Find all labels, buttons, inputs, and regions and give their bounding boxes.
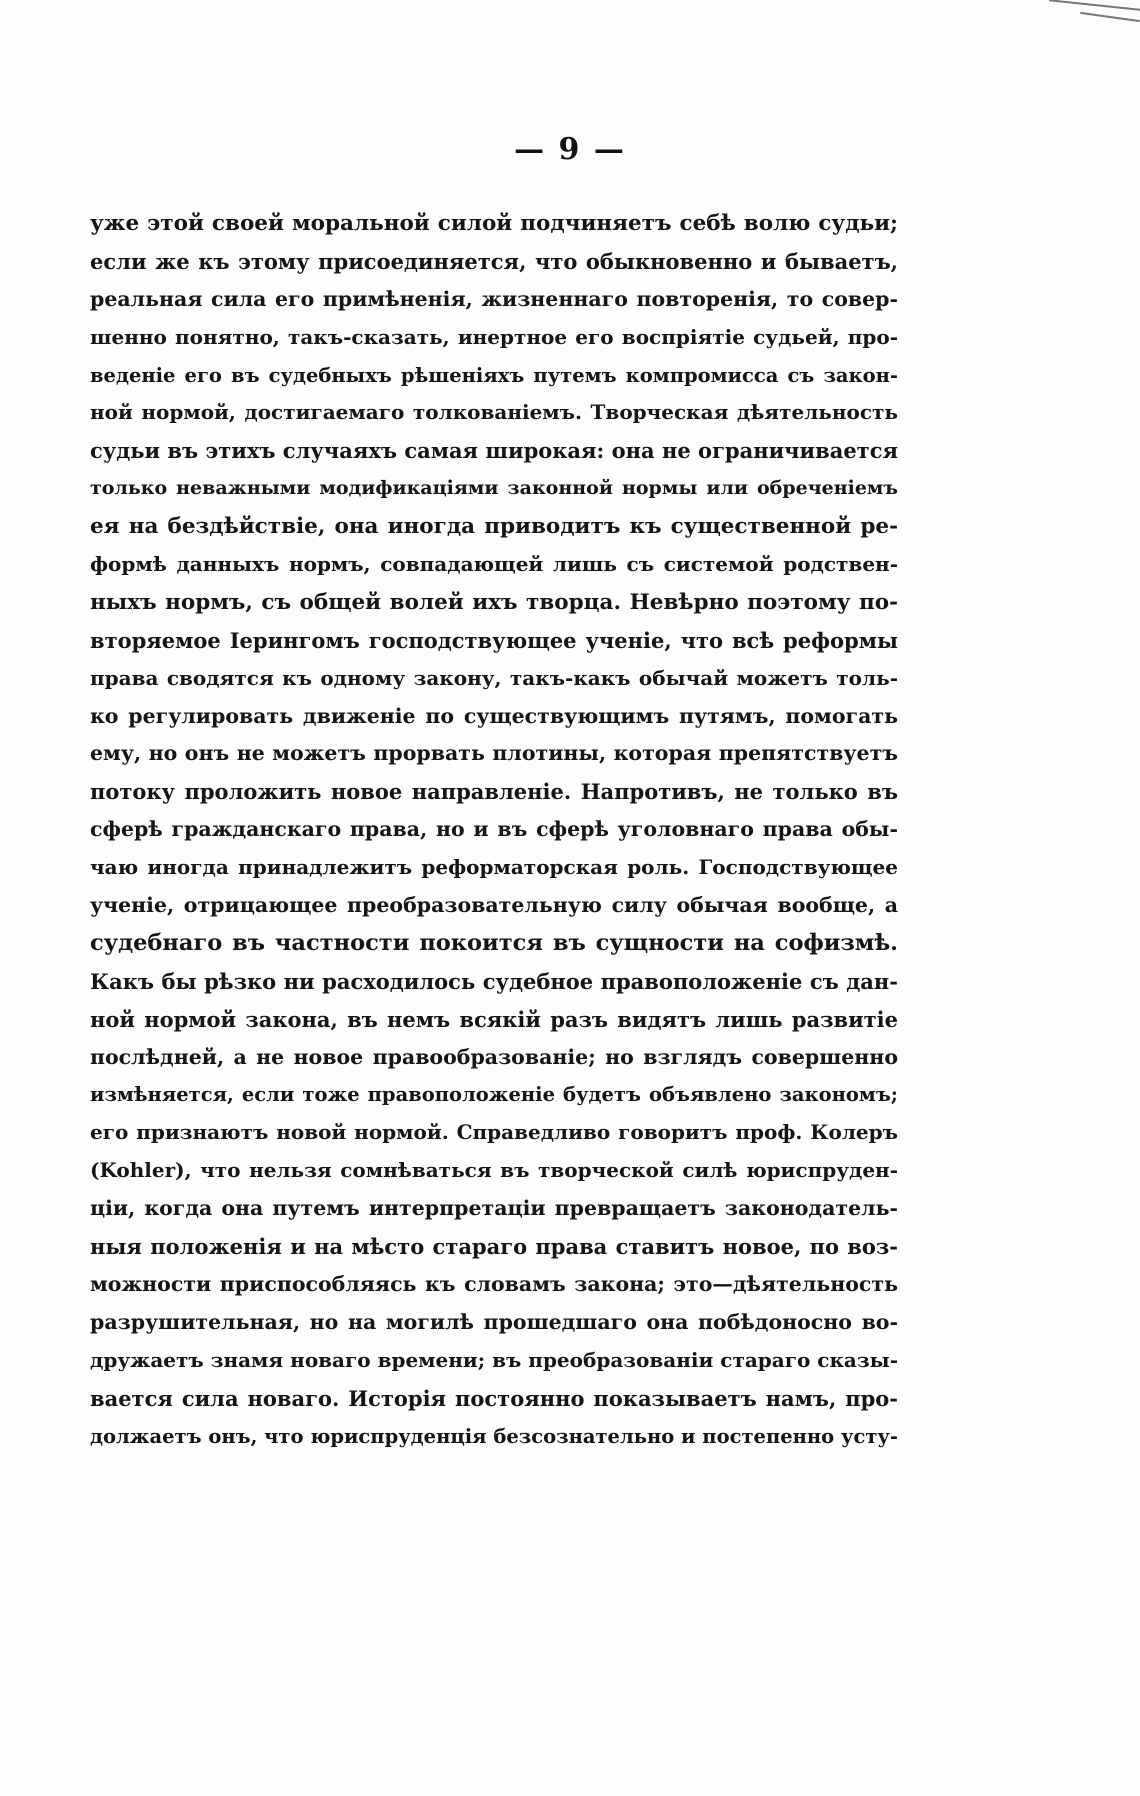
text-line: потоку проложить новое направленіе. Напротивъ, не только въ (90, 779, 898, 805)
text-line: ныхъ нормъ, съ общей волей ихъ творца. Невѣрно поэтому по- (90, 589, 898, 615)
text-line: дружаетъ знамя новаго времени; въ преобразованіи стараго сказы- (90, 1347, 898, 1372)
text-line: разрушительная, но на могилѣ прошедшаго она побѣдоносно во- (90, 1309, 898, 1334)
text-line: права сводятся къ одному закону, такъ-какъ обычай можетъ толь- (90, 665, 898, 690)
text-line: шенно понятно, такъ-сказать, инертное его воспріятіе судьей, про- (90, 324, 898, 349)
text-line: судебнаго въ частности покоится въ сущности на софизмѣ. (90, 929, 898, 956)
body-text (90, 205, 898, 1455)
text-line: вается сила новаго. Исторія постоянно показываетъ намъ, про- (90, 1385, 898, 1411)
text-line: его признаютъ новой нормой. Справедливо говоритъ проф. Колеръ (90, 1120, 898, 1145)
text-line: ной нормой, достигаемаго толкованіемъ. Творческая дѣятельность (90, 400, 898, 425)
text-line: если же къ этому присоединяется, что обыкновенно и бываетъ, (90, 248, 898, 274)
text-line: измѣняется, если тоже правоположеніе будетъ объявлено закономъ; (90, 1083, 898, 1107)
text-line: уже этой своей моральной силой подчиняетъ себѣ волю судьи; (90, 211, 898, 236)
text-line: реальная сила его примѣненія, жизненнаго повторенія, то совер- (90, 286, 898, 311)
text-line: послѣдней, а не новое правообразованіе; но взглядъ совершенно (90, 1044, 898, 1069)
page-number: — 9 — (514, 132, 626, 167)
text-line: судьи въ этихъ случаяхъ самая широкая: она не ограничивается (90, 438, 898, 464)
text-line: Какъ бы рѣзко ни расходилось судебное правоположеніе съ дан- (90, 968, 898, 994)
text-line: сферѣ гражданскаго права, но и въ сферѣ уголовнаго права обы- (90, 817, 898, 842)
text-line: должаетъ онъ, что юриспруденція безсознательно и постепенно усту- (90, 1424, 898, 1448)
text-line: (Kohler), что нельзя сомнѣваться въ творческой силѣ юриспруден- (90, 1158, 898, 1183)
text-line: ученіе, отрицающее преобразовательную силу обычая вообще, а (90, 893, 898, 918)
text-line: можности приспособляясь къ словамъ закона; это—дѣятельность (90, 1271, 898, 1296)
text-line: ной нормой закона, въ немъ всякій разъ видятъ лишь развитіе (90, 1006, 898, 1032)
text-line: чаю иногда принадлежитъ реформаторская роль. Господствующее (90, 855, 898, 880)
text-line: вторяемое Іерингомъ господствующее ученіе, что всѣ реформы (90, 627, 898, 653)
text-line: ціи, когда она путемъ интерпретаціи превращаетъ законодатель- (90, 1196, 898, 1221)
text-line: ему, но онъ не можетъ прорвать плотины, которая препятствуетъ (90, 741, 898, 766)
text-line: формѣ данныхъ нормъ, совпадающей лишь съ системой родствен- (90, 552, 898, 577)
text-line: только неважными модификаціями законной нормы или обреченіемъ (90, 477, 898, 500)
text-line: ея на бездѣйствіе, она иногда приводитъ къ существенной ре- (90, 514, 898, 540)
text-line: веденіе его въ судебныхъ рѣшеніяхъ путемъ компромисса съ закон- (90, 363, 898, 387)
text-line: ныя положенія и на мѣсто стараго права ставитъ новое, по воз- (90, 1234, 898, 1260)
text-line: ко регулировать движеніе по существующимъ путямъ, помогать (90, 703, 898, 728)
